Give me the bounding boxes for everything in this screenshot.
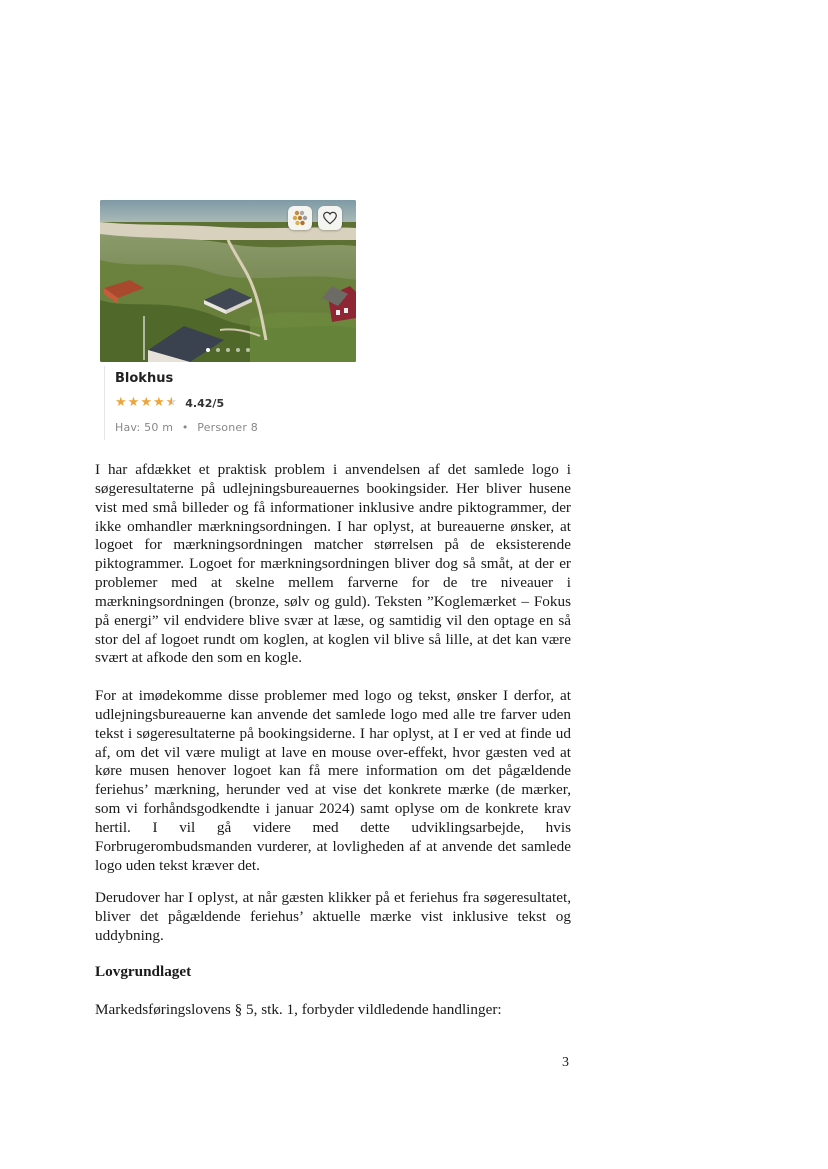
listing-title[interactable]: Blokhus xyxy=(115,371,174,386)
image-pagination[interactable] xyxy=(100,348,356,352)
paragraph-legal-basis: Markedsføringslovens § 5, stk. 1, forbyder vildledende handlinger: xyxy=(95,1001,502,1018)
pagination-dot[interactable] xyxy=(226,348,230,352)
rating-value: 4.42/5 xyxy=(185,396,225,410)
favorite-button[interactable] xyxy=(318,206,342,230)
star-full-icon: ★ xyxy=(140,395,152,410)
star-full-icon: ★ xyxy=(127,395,140,410)
pagination-dot[interactable] xyxy=(236,348,240,352)
listing-meta xyxy=(115,421,258,434)
rating xyxy=(115,396,224,410)
listing-info xyxy=(104,366,354,440)
star-full-icon: ★ xyxy=(152,395,165,410)
cone-label-logo-button[interactable] xyxy=(288,206,312,230)
pagination-dot[interactable] xyxy=(206,348,210,352)
paragraph-click-details: Derudover har I oplyst, at når gæsten klikker på et feriehus fra søgeresultatet, bliver det pågældende feriehus’ aktuelle mærke vist inklusive tekst og uddybning. xyxy=(95,889,571,944)
star-half-icon: ★ xyxy=(165,395,178,410)
heart-icon xyxy=(322,210,338,226)
listing-photo[interactable] xyxy=(100,200,356,362)
paragraph-logo-without-text: For at imødekomme disse problemer med logo og tekst, ønsker I derfor, at udlejningsbureauerne kan anvende det samlede logo med alle tre farver uden tekst i søgeresultaterne på bookingsiderne. I har oplyst, at I er ved at finde ud af, om det vil være muligt at lave en mouse over-effekt, hvor gæsten ved at køre musen henover logoet kan få mere information om det pågældende feriehus’ mærkning, herunder ved at vise det konkrete mærke (de mærker, som vi forhåndsgodkendte i januar 2024) samt oplyse om de konkrete krav hertil. I vil gå videre med dette udviklingsarbejde, hvis Forbrugerombudsmanden vurderer, at lovligheden af at anvende det samlede logo uden tekst kræver det. xyxy=(95,687,571,874)
persons-count: Personer 8 xyxy=(197,421,258,434)
listing-card[interactable] xyxy=(100,200,356,440)
distance-to-sea: Hav: 50 m xyxy=(115,421,174,434)
section-heading: Lovgrundlaget xyxy=(95,963,192,980)
star-rating xyxy=(115,396,177,410)
paragraph-search-results-problem: I har afdækket et praktisk problem i anvendelsen af det samlede logo i søgeresultaterne på udlejningsbureauernes bookingsider. Her bliver husene vist med små billeder og få informationer inklusive andre piktogrammer, der ikke omhandler mærkningsordningen. I har oplyst, at bureauerne ønsker, at logoet for mærkningsordningen matcher størrelsen på de eksisterende piktogrammer. Logoet for mærkningsordningen bliver dog så småt, at der er problemer med at skelne mellem farverne for de tre niveauer i mærkningsordningen (bronze, sølv og guld). Teksten ”Koglemærket – Fokus på energi” vil endvidere blive svær at læse, og samtidig vil den optage en så stor del af logoet rundt om koglen, at koglen vil blive så lille, at det kan være svært at afkode den som en kogle. xyxy=(95,461,571,667)
pagination-dot[interactable] xyxy=(246,348,250,352)
meta-separator: • xyxy=(181,421,189,434)
page-number: 3 xyxy=(562,1055,569,1070)
star-full-icon: ★ xyxy=(115,395,127,410)
pagination-dot[interactable] xyxy=(216,348,220,352)
cone-label-logo-icon xyxy=(291,209,309,227)
